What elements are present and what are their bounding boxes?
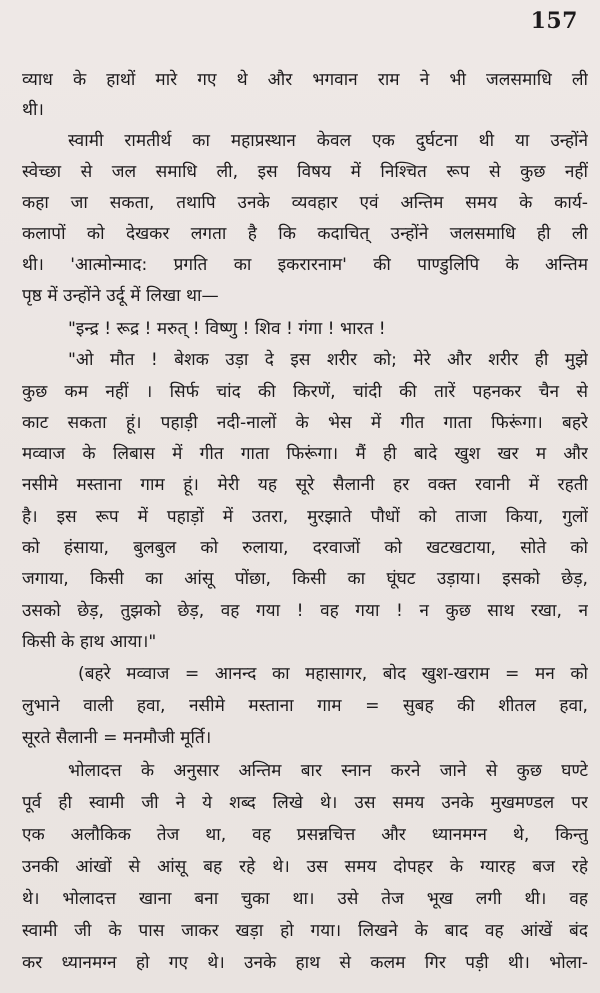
text-line: पूर्व ही स्वामी जी ने ये शब्द लिखे थे। उस समय उनके मुखमण्डल पर <box>22 793 588 813</box>
text-line: पृष्ठ में उन्होंने उर्दू में लिखा था— <box>22 286 219 306</box>
text-line: व्याध के हाथों मारे गए थे और भगवान राम ने भी जलसमाधि ली <box>22 70 588 90</box>
glossary-line: लुभाने वाली हवा, नसीमे मस्ताना गाम = सुबह की शीतल हवा, <box>22 696 588 716</box>
quote-line: कुछ कम नहीं । सिर्फ चांद की किरणें, चांदी की तारें पहनकर चैन से <box>22 382 588 402</box>
text-line: कर ध्यानमग्न हो गए थे। उनके हाथ से कलम गिर पड़ी थी। भोला- <box>22 953 588 973</box>
text-line: थी। <box>22 100 44 120</box>
quote-line: उसको छेड़, तुझको छेड़, वह गया ! वह गया ! न कुछ साथ रखा, न <box>22 601 588 621</box>
glossary-line: सूरते सैलानी = मनमौजी मूर्ति। <box>22 728 212 748</box>
text-line: एक अलौकिक तेज था, वह प्रसन्नचित्त और ध्यानमग्न थे, किन्तु <box>22 825 588 845</box>
paragraph-first-line: स्वामी रामतीर्थ का महाप्रस्थान केवल एक दुर्घटना थी या उन्होंने <box>68 131 588 151</box>
quote-line: मव्वाज के लिबास में गीत गाता फिरूंगा। मैं ही बादे खुश खर म और <box>22 444 588 464</box>
paragraph-first-line: भोलादत्त के अनुसार अन्तिम बार स्नान करने जाने से कुछ घण्टे <box>68 761 588 781</box>
text-line: थी। 'आत्मोन्माद: प्रगति का इकरारनाम' की पाण्डुलिपि के अन्तिम <box>22 255 588 275</box>
glossary-first-line: (बहरे मव्वाज = आनन्द का महासागर, बोद खुश-खराम = मन को <box>78 664 588 684</box>
quote-line: नसीमे मस्ताना गाम हूं। मेरी यह सूरे सैलानी हर वक्त रवानी में रहती <box>22 475 588 495</box>
text-line: कलापों को देखकर लगता है कि कदाचित् उन्होंने जलसमाधि ही ली <box>22 224 588 244</box>
quote-invocation: "इन्द्र ! रूद्र ! मरुत् ! विष्णु ! शिव ! गंगा ! भारत ! <box>68 319 386 339</box>
quote-line: को हंसाया, बुलबुल को रुलाया, दरवाजों को खटखटाया, सोते को <box>22 538 588 558</box>
quote-first-line: "ओ मौत ! बेशक उड़ा दे इस शरीर को; मेरे और शरीर ही मुझे <box>68 350 588 370</box>
text-line: कहा जा सकता, तथापि उनके व्यवहार एवं अन्तिम समय के कार्य- <box>22 193 588 213</box>
quote-line: किसी के हाथ आया।" <box>22 632 157 652</box>
quote-line: जगाया, किसी का आंसू पोंछा, किसी का घूंघट उड़ाया। इसको छेड़, <box>22 569 588 589</box>
text-line: उनकी आंखों से आंसू बह रहे थे। उस समय दोपहर के ग्यारह बज रहे <box>22 857 588 877</box>
page-number: 157 <box>530 8 578 34</box>
quote-line: काट सकता हूं। पहाड़ी नदी-नालों के भेस में गीत गाता फिरूंगा। बहरे <box>22 413 588 433</box>
quote-line: है। इस रूप में पहाड़ों में उतरा, मुरझाते पौधों को ताजा किया, गुलों <box>22 507 588 527</box>
text-line: थे। भोलादत्त खाना बना चुका था। उसे तेज भूख लगी थी। वह <box>22 889 588 909</box>
text-line: स्वेच्छा से जल समाधि ली, इस विषय में निश्चित रूप से कुछ नहीं <box>22 162 588 182</box>
text-line: स्वामी जी के पास जाकर खड़ा हो गया। लिखने के बाद वह आंखें बंद <box>22 921 588 941</box>
